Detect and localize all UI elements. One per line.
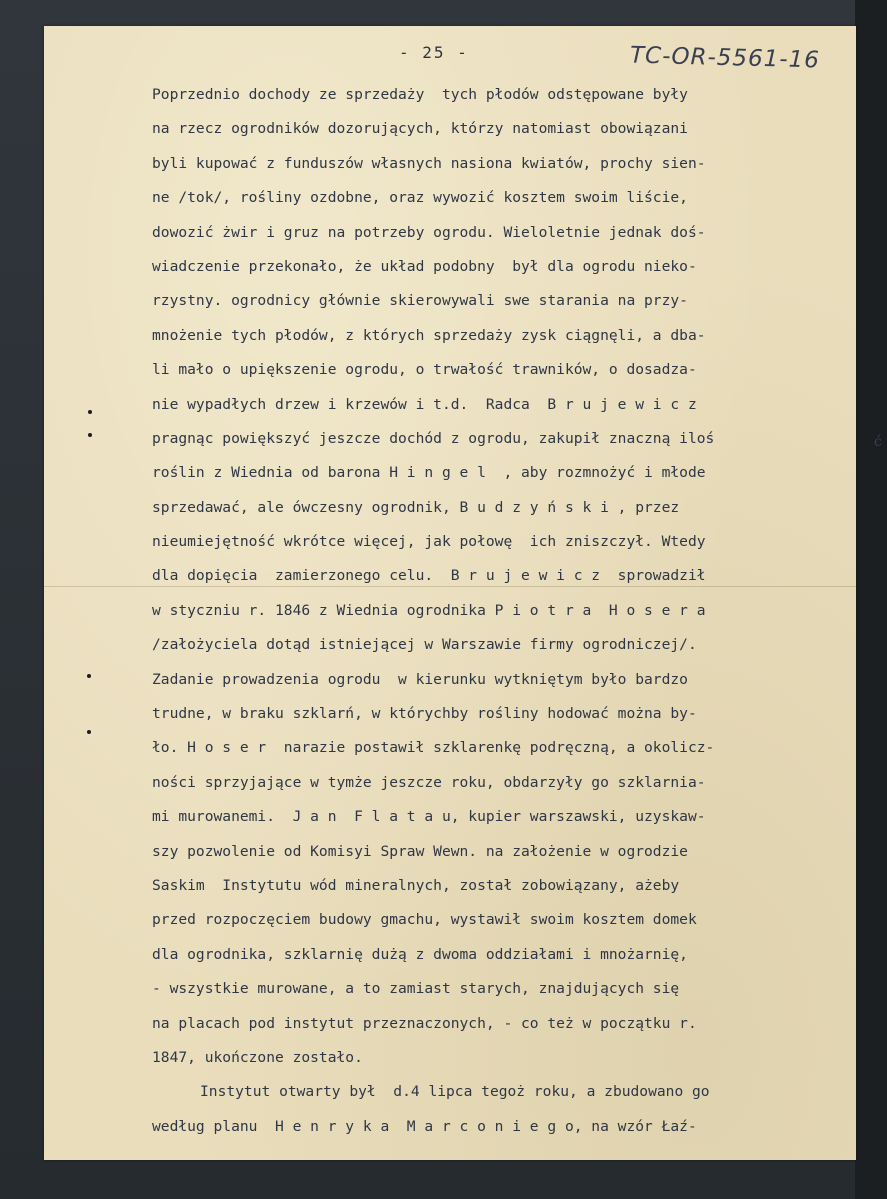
text-line: trudne, w braku szklarń, w którychby rośliny hodować można by- [152, 705, 697, 723]
text-line: - wszystkie murowane, a to zamiast starych, znajdujących się [152, 980, 680, 998]
text-line: rzystny. ogrodnicy głównie skierowywali swe starania na przy- [152, 292, 688, 310]
scanner-edge [855, 0, 887, 1199]
text-line: dla ogrodnika, szklarnię dużą z dwoma oddziałami i mnożarnię, [152, 945, 688, 963]
text-line: ności sprzyjające w tymże jeszcze roku, obdarzyły go szklarnia- [152, 773, 706, 791]
text-line: Zadanie prowadzenia ogrodu w kierunku wytkniętym było bardzo [152, 670, 688, 688]
text-line: ło. H o s e r narazie postawił szklarenkę podręczną, a okolicz- [152, 739, 715, 757]
text-line: wiadczenie przekonało, że układ podobny był dla ogrodu nieko- [152, 257, 697, 275]
text-line: mnożenie tych płodów, z których sprzedaży zysk ciągnęli, a dba- [152, 326, 706, 344]
text-line: dla dopięcia zamierzonego celu. B r u j e w i c z sprowadził [152, 567, 706, 585]
text-line: 1847, ukończone zostało. [152, 1048, 363, 1066]
text-line: przed rozpoczęciem budowy gmachu, wystawił swoim kosztem domek [152, 911, 697, 929]
text-line: Saskim Instytutu wód mineralnych, został zobowiązany, ażeby [152, 876, 680, 894]
margin-dot [88, 433, 92, 437]
margin-dot [87, 674, 91, 678]
typewritten-text [152, 78, 852, 1144]
margin-note: ć [874, 434, 882, 450]
archive-signature: TC-OR-5561-16 [629, 42, 821, 74]
text-line: szy pozwolenie od Komisyi Spraw Wewn. na założenie w ogrodzie [152, 842, 688, 860]
margin-dot [88, 410, 92, 414]
text-line: pragnąc powiększyć jeszcze dochód z ogrodu, zakupił znaczną iloś [152, 429, 715, 447]
text-line: nieumiejętność wkrótce więcej, jak połowę ich zniszczył. Wtedy [152, 533, 706, 551]
text-line: mi murowanemi. J a n F l a t a u, kupier warszawski, uzyskaw- [152, 808, 706, 826]
text-line: Poprzednio dochody ze sprzedaży tych płodów odstępowane były [152, 86, 688, 103]
text-line: roślin z Wiednia od barona H i n g e l , aby rozmnożyć i młode [152, 464, 706, 482]
text-line: li mało o upiększenie ogrodu, o trwałość trawników, o dosadza- [152, 361, 697, 379]
text-line: ne /tok/, rośliny ozdobne, oraz wywozić kosztem swoim liście, [152, 189, 688, 207]
margin-dot [87, 730, 91, 734]
text-line: byli kupować z funduszów własnych nasiona kwiatów, prochy sien- [152, 154, 706, 172]
text-line: na placach pod instytut przeznaczonych, - co też w początku r. [152, 1014, 697, 1032]
text-line: /założyciela dotąd istniejącej w Warszawie firmy ogrodniczej/. [152, 636, 697, 654]
text-line: według planu H e n r y k a M a r c o n i e g o, na wzór Łaź- [152, 1117, 697, 1135]
text-line: sprzedawać, ale ówczesny ogrodnik, B u d z y ń s k i , przez [152, 498, 680, 516]
text-line: Instytut otwarty był d.4 lipca tegoż roku, a zbudowano go [200, 1083, 710, 1101]
text-line: w styczniu r. 1846 z Wiednia ogrodnika P i o t r a H o s e r a [152, 601, 706, 619]
page-number: - 25 - [399, 43, 469, 62]
text-line: na rzecz ogrodników dozorujących, którzy natomiast obowiązani [152, 120, 688, 138]
document-page [44, 26, 882, 1160]
text-line: dowozić żwir i gruz na potrzeby ogrodu. Wieloletnie jednak doś- [152, 223, 706, 241]
text-line: nie wypadłych drzew i krzewów i t.d. Radca B r u j e w i c z [152, 395, 697, 413]
